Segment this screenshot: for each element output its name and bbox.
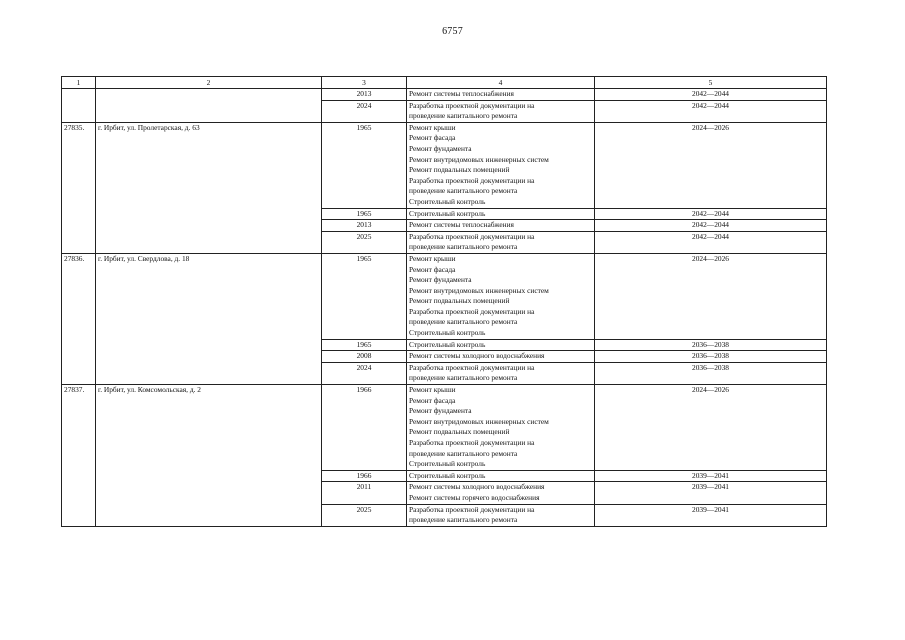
work-description-line: проведение капитального ремонта <box>409 373 518 383</box>
work-year: 2013 <box>322 220 407 232</box>
work-description <box>407 482 595 504</box>
header-col-1: 1 <box>62 77 96 89</box>
work-period: 2036—2038 <box>595 362 827 384</box>
work-description-line: Ремонт фасада <box>409 264 456 274</box>
work-period: 2036—2038 <box>595 351 827 363</box>
work-period: 2042—2044 <box>595 208 827 220</box>
work-description-line: Разработка проектной документации на <box>409 306 535 316</box>
work-description-line: Ремонт крыши <box>409 253 456 263</box>
work-description-line: Ремонт системы теплоснабжения <box>409 89 514 98</box>
work-description-line: Ремонт внутридомовых инженерных систем <box>409 285 549 295</box>
work-description-line: Ремонт системы холодного водоснабжения <box>409 482 545 492</box>
work-description <box>407 231 595 253</box>
work-period: 2042—2044 <box>595 89 827 101</box>
work-description <box>407 220 595 232</box>
header-col-3: 3 <box>322 77 407 89</box>
work-year: 1965 <box>322 253 407 339</box>
header-col-5: 5 <box>595 77 827 89</box>
work-description-line: Ремонт крыши <box>409 385 456 395</box>
work-year: 2013 <box>322 89 407 101</box>
building-number: 27837. <box>62 385 96 527</box>
work-period: 2024—2026 <box>595 122 827 208</box>
work-description-line: Разработка проектной документации на <box>409 362 535 372</box>
work-description-line: Ремонт системы теплоснабжения <box>409 220 514 230</box>
work-description <box>407 362 595 384</box>
work-description-line: Ремонт системы холодного водоснабжения <box>409 351 545 361</box>
table-header <box>62 77 827 89</box>
header-col-2: 2 <box>96 77 322 89</box>
work-description-line: Строительный контроль <box>409 208 486 218</box>
work-description-line: проведение капитального ремонта <box>409 186 518 196</box>
work-description-line: Строительный контроль <box>409 196 486 206</box>
table-row <box>62 89 827 101</box>
work-description <box>407 504 595 526</box>
work-description-line: Ремонт фундамента <box>409 275 472 285</box>
work-description <box>407 208 595 220</box>
work-description-line: проведение капитального ремонта <box>409 111 518 121</box>
work-description <box>407 253 595 339</box>
work-description <box>407 100 595 122</box>
work-description-line: Ремонт крыши <box>409 122 456 132</box>
work-description <box>407 351 595 363</box>
work-period: 2042—2044 <box>595 100 827 122</box>
page-number: 6757 <box>442 26 463 37</box>
work-description-line: Строительный контроль <box>409 339 486 349</box>
work-description-line: проведение капитального ремонта <box>409 317 518 327</box>
work-description-line: проведение капитального ремонта <box>409 242 518 252</box>
work-description-line: Ремонт подвальных помещений <box>409 296 510 306</box>
work-year: 2025 <box>322 231 407 253</box>
work-period: 2042—2044 <box>595 231 827 253</box>
work-year: 2024 <box>322 362 407 384</box>
work-year: 1966 <box>322 385 407 471</box>
building-number: 27835. <box>62 122 96 253</box>
work-period: 2036—2038 <box>595 339 827 351</box>
building-number: 27836. <box>62 253 96 384</box>
header-col-4: 4 <box>407 77 595 89</box>
work-period: 2042—2044 <box>595 220 827 232</box>
building-address <box>96 89 322 123</box>
work-description-line: Ремонт фундамента <box>409 143 472 153</box>
table-body <box>62 89 827 527</box>
work-description-line: проведение капитального ремонта <box>409 448 518 458</box>
work-description-line: Строительный контроль <box>409 459 486 469</box>
work-description-line: Строительный контроль <box>409 470 486 480</box>
building-address: г. Ирбит, ул. Пролетарская, д. 63 <box>96 122 322 253</box>
building-number <box>62 89 96 123</box>
work-period: 2039—2041 <box>595 482 827 504</box>
work-description-line: Ремонт подвальных помещений <box>409 427 510 437</box>
work-description-line: Ремонт фасада <box>409 133 456 143</box>
table-row <box>62 385 827 471</box>
work-description <box>407 339 595 351</box>
work-period: 2039—2041 <box>595 470 827 482</box>
work-year: 1965 <box>322 122 407 208</box>
building-address: г. Ирбит, ул. Комсомольская, д. 2 <box>96 385 322 527</box>
work-year: 1965 <box>322 339 407 351</box>
repair-schedule-table <box>61 76 827 527</box>
work-description-line: Разработка проектной документации на <box>409 100 535 110</box>
table-row <box>62 253 827 339</box>
work-description <box>407 385 595 471</box>
work-period: 2024—2026 <box>595 385 827 471</box>
work-description-line: Ремонт фасада <box>409 395 456 405</box>
work-description-line: Строительный контроль <box>409 328 486 338</box>
work-description-line: проведение капитального ремонта <box>409 515 518 525</box>
work-year: 2008 <box>322 351 407 363</box>
work-description-line: Разработка проектной документации на <box>409 504 535 514</box>
work-description-line: Ремонт внутридомовых инженерных систем <box>409 154 549 164</box>
work-year: 2025 <box>322 504 407 526</box>
table-row <box>62 122 827 208</box>
work-description-line: Разработка проектной документации на <box>409 175 535 185</box>
work-description <box>407 122 595 208</box>
work-description-line: Ремонт системы горячего водоснабжения <box>409 492 540 502</box>
work-description-line: Ремонт внутридомовых инженерных систем <box>409 416 549 426</box>
building-address: г. Ирбит, ул. Свердлова, д. 18 <box>96 253 322 384</box>
work-year: 1965 <box>322 208 407 220</box>
work-year: 2024 <box>322 100 407 122</box>
work-year: 2011 <box>322 482 407 504</box>
work-year: 1966 <box>322 470 407 482</box>
work-description <box>407 470 595 482</box>
work-description-line: Ремонт фундамента <box>409 406 472 416</box>
work-period: 2024—2026 <box>595 253 827 339</box>
work-description-line: Ремонт подвальных помещений <box>409 165 510 175</box>
work-description-line: Разработка проектной документации на <box>409 438 535 447</box>
work-description <box>407 89 595 101</box>
work-description-line: Разработка проектной документации на <box>409 231 535 241</box>
header-row <box>62 77 827 89</box>
work-period: 2039—2041 <box>595 504 827 526</box>
